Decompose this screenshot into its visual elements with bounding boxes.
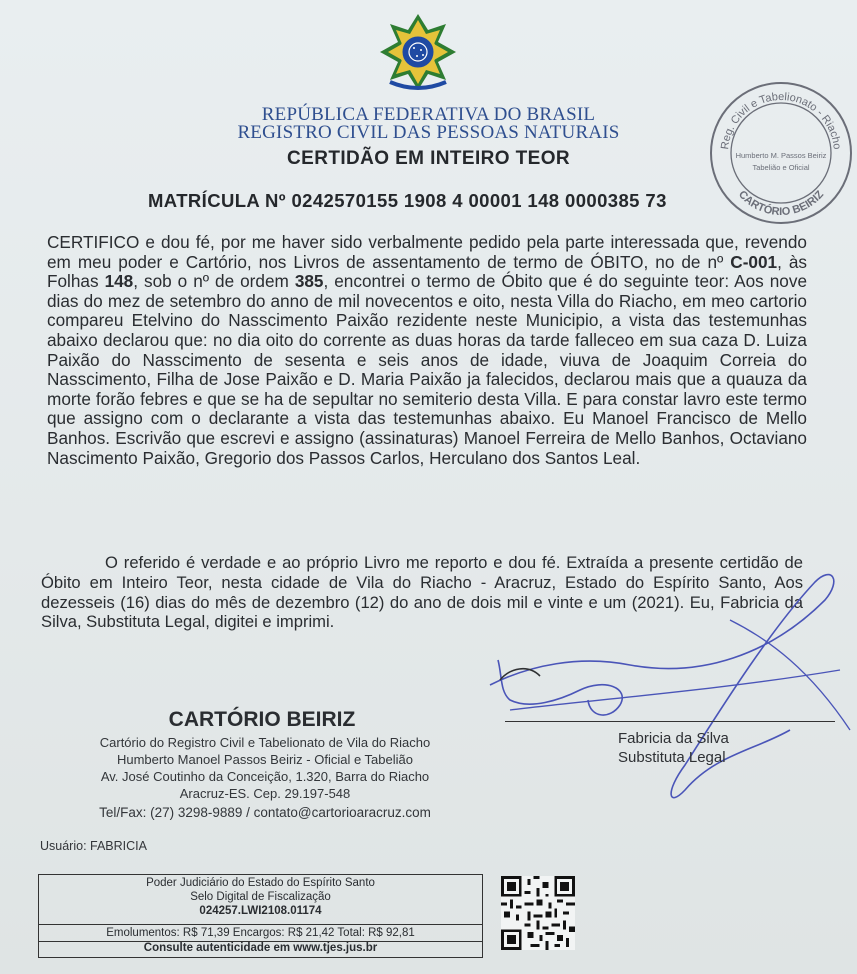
- signer-role: Substituta Legal: [618, 749, 726, 766]
- office-line-3: Av. José Coutinho da Conceição, 1.320, Barra do Riacho: [100, 769, 430, 784]
- matricula-number: MATRÍCULA Nº 0242570155 1908 4 00001 148 0000385 73: [148, 190, 667, 211]
- office-line-1: Cartório do Registro Civil e Tabelionato de Vila do Riacho: [99, 735, 431, 750]
- signer-name: Fabricia da Silva: [618, 730, 729, 747]
- seal-consult: Consulte autenticidade em www.tjes.jus.br: [143, 942, 378, 954]
- office-contact: Tel/Fax: (27) 3298-9889 / contato@cartorioaracruz.com: [99, 805, 431, 820]
- signer-block: [618, 729, 729, 767]
- office-line-4: Aracruz-ES. Cep. 29.197-548: [179, 786, 351, 801]
- seal-judiciary: Poder Judiciário do Estado do Espírito Santo: [146, 877, 375, 889]
- qr-code-icon: [501, 876, 575, 950]
- seal-title: Selo Digital de Fiscalização: [190, 891, 331, 903]
- seal-divider: [39, 924, 482, 925]
- certificate-title: CERTIDÃO EM INTEIRO TEOR: [287, 148, 570, 169]
- seal-fees: Emolumentos: R$ 71,39 Encargos: R$ 21,42 Total: R$ 92,81: [106, 927, 415, 939]
- registry-title: REGISTRO CIVIL DAS PESSOAS NATURAIS: [237, 122, 620, 143]
- svg-text:Reg. Civil e Tabelionato - Ria: Reg. Civil e Tabelionato - Riacho: [719, 90, 843, 151]
- office-line-2: Humberto Manoel Passos Beiriz - Oficial e Tabelião: [116, 752, 413, 767]
- office-name: CARTÓRIO BEIRIZ: [168, 708, 356, 731]
- republic-title: REPÚBLICA FEDERATIVA DO BRASIL: [261, 104, 596, 125]
- digital-seal-box: [38, 874, 483, 958]
- signature-line: [505, 721, 835, 722]
- usuario-label: Usuário: FABRICIA: [40, 839, 147, 853]
- closing-paragraph: O referido é verdade e ao próprio Livro me reporto e dou fé. Extraída a presente certidão de Óbito em Inteiro Teor, nesta cidade de Vila do Riacho - Aracruz, Estado do Espírito Santo, Aos dezesseis (16) dias do mês de dezembro (12) do ano de dois mil e vinte e um (2021). Eu, Fabricia da Silva, Substituta Legal, digitei e imprimi.: [41, 553, 803, 632]
- svg-text:Humberto M. Passos Beiriz: Humberto M. Passos Beiriz: [735, 151, 827, 160]
- coat-of-arms-icon: [376, 10, 460, 94]
- svg-text:CARTÓRIO BEIRIZ: CARTÓRIO BEIRIZ: [735, 188, 827, 219]
- svg-text:Tabelião e Oficial: Tabelião e Oficial: [752, 163, 810, 172]
- certificate-body: CERTIFICO e dou fé, por me haver sido verbalmente pedido pela parte interessada que, revendo em meu poder e Cartório, nos Livros de assentamento de termo de ÓBITO, no de nº C-001, às Folhas 148, sob o nº de ordem 385, encontrei o termo de Óbito que é do seguinte teor: Aos nove dias do mez de setembro do anno de mil novecentos e oito, nesta Villa do Riacho, em meo cartorio compareu Etelvino do Nasscimento Paixão rezidente neste Municipio, a vista das testemunhas abaixo declarou que: no dia oito do corrente as duas horas da tarde falleceo em sua caza D. Luiza Paixão do Nasscimento de sesenta e seis anos de idade, viuva de Joaquim Correia do Nasscimento, Filha de Jose Paixão e D. Maria Paixão ja falecidos, declarou mais que a quauza da morte forão febres e que se ha de sepultar no semiterio desta Villa. E para constar lavro este termo que assigno com o declarante a vista das testemunhas abaixo. Eu Manoel Francisco de Mello Banhos. Escrivão que escrevi e assigno (assinaturas) Manoel Ferreira de Mello Banhos, Octaviano Nascimento Paixão, Gregorio dos Passos Carlos, Herculano dos Santos Leal.: [47, 232, 808, 468]
- office-stamp: [706, 78, 856, 228]
- seal-code: 024257.LWI2108.01174: [199, 905, 322, 917]
- handwritten-signature: [470, 560, 857, 820]
